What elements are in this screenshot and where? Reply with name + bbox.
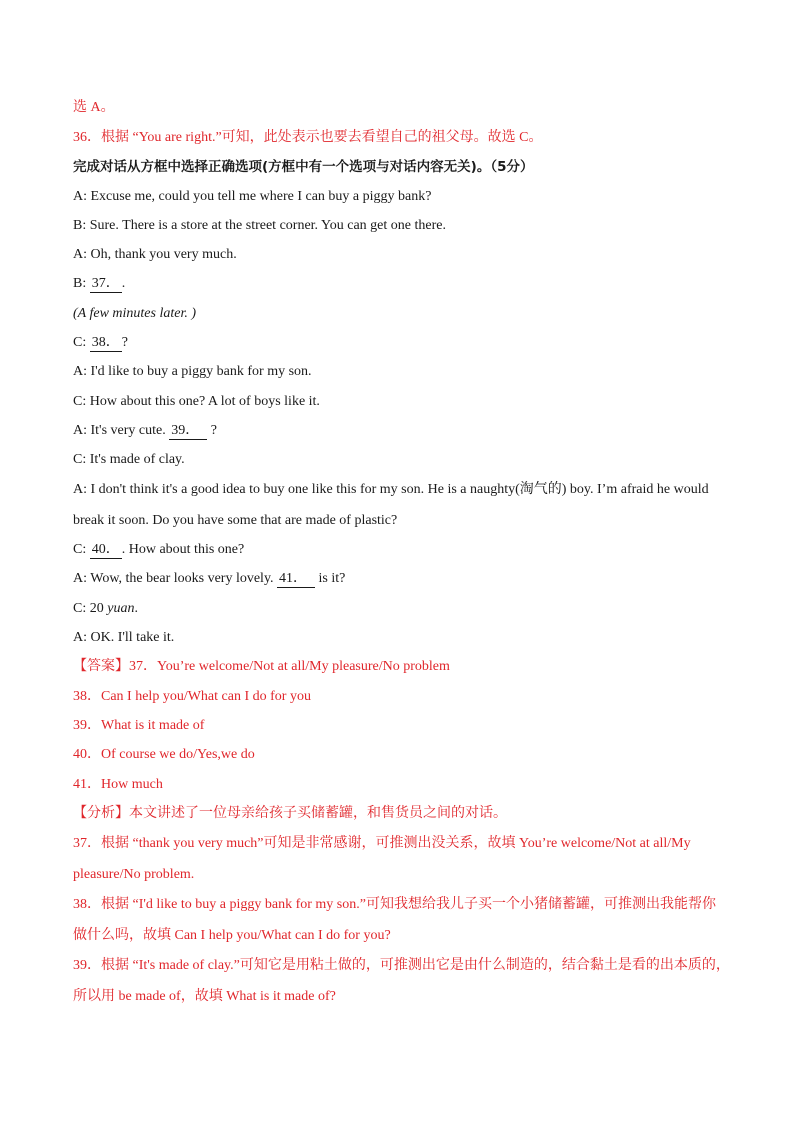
- line-suffix: .: [121, 276, 126, 291]
- section-heading: 完成对话从方框中选择正确选项(方框中有一个选项与对话内容无关)。（5分）: [73, 159, 534, 175]
- dialogue-line: C: How about this one? A lot of boys like it.: [73, 394, 320, 409]
- prev-answer-line: 选 A。: [73, 100, 115, 115]
- speaker-prefix: C:: [73, 542, 90, 557]
- line-prefix: A: It's very cute.: [73, 423, 170, 438]
- explanation-38-cont: 做什么吗，故填 Can I help you/What can I do for you?: [73, 928, 391, 943]
- stage-direction: (A few minutes later. ): [73, 306, 197, 321]
- dialogue-line-price: [73, 599, 730, 619]
- dialogue-line: A: I'd like to buy a piggy bank for my son.: [73, 364, 312, 379]
- analysis-intro: 【分析】本文讲述了一位母亲给孩子买储蓄罐，和售货员之间的对话。: [73, 806, 507, 821]
- line-suffix: ?: [207, 423, 217, 438]
- answer-40: 40．Of course we do/Yes,we do: [73, 747, 255, 762]
- currency-word: yuan: [107, 601, 135, 616]
- answer-38: 38．Can I help you/What can I do for you: [73, 689, 311, 704]
- explanation-38: 38．根据 “I'd like to buy a piggy bank for my son.”可知我想给我儿子买一个小猪储蓄罐，可推测出我能帮你: [73, 897, 716, 912]
- explanation-37: 37．根据 “thank you very much”可知是非常感谢，可推测出没关系，故填 You’re welcome/Not at all/My: [73, 836, 691, 851]
- explanation-39-cont: 所以用 be made of，故填 What is it made of?: [73, 989, 336, 1004]
- dialogue-line: A: I don't think it's a good idea to buy one like this for my son. He is a naughty(淘气的) boy. I’m afraid he would: [73, 482, 709, 497]
- speaker-prefix: B:: [73, 276, 90, 291]
- answer-41: 41．How much: [73, 777, 163, 792]
- dialogue-line-39: [73, 421, 730, 441]
- prev-explanation-36: 36．根据 “You are right.”可知，此处表示也要去看望自己的祖父母。故选 C。: [73, 130, 543, 145]
- line-suffix: .: [134, 601, 138, 616]
- line-suffix: . How about this one?: [121, 542, 245, 557]
- dialogue-line: A: Oh, thank you very much.: [73, 247, 237, 262]
- dialogue-line-41: [73, 569, 730, 589]
- blank-40: 40．: [91, 542, 120, 557]
- dialogue-line-37: [73, 274, 730, 294]
- line-suffix: is it?: [315, 571, 346, 586]
- dialogue-line: A: Excuse me, could you tell me where I can buy a piggy bank?: [73, 189, 432, 204]
- blank-41: 41．: [277, 571, 315, 588]
- dialogue-line: break it soon. Do you have some that are made of plastic?: [73, 513, 398, 528]
- blank-39: 39．: [169, 423, 207, 440]
- explanation-37-cont: pleasure/No problem.: [73, 867, 195, 882]
- answer-39: 39．What is it made of: [73, 718, 205, 733]
- blank-37: 37．: [91, 276, 120, 291]
- dialogue-line: B: Sure. There is a store at the street corner. You can get one there.: [73, 218, 446, 233]
- line-suffix: ?: [121, 335, 128, 350]
- dialogue-line: C: It's made of clay.: [73, 452, 185, 467]
- line-prefix: A: Wow, the bear looks very lovely.: [73, 571, 278, 586]
- dialogue-line-38: [73, 333, 730, 353]
- dialogue-line-40: [73, 540, 730, 560]
- dialogue-line: A: OK. I'll take it.: [73, 630, 175, 645]
- answer-37: 【答案】37．You’re welcome/Not at all/My pleasure/No problem: [73, 659, 450, 674]
- line-prefix: C: 20: [73, 601, 108, 616]
- blank-38: 38．: [91, 335, 120, 350]
- speaker-prefix: C:: [73, 335, 90, 350]
- explanation-39: 39．根据 “It's made of clay.”可知它是用粘土做的，可推测出它是由什么制造的，结合黏土是看的出本质的，: [73, 958, 730, 973]
